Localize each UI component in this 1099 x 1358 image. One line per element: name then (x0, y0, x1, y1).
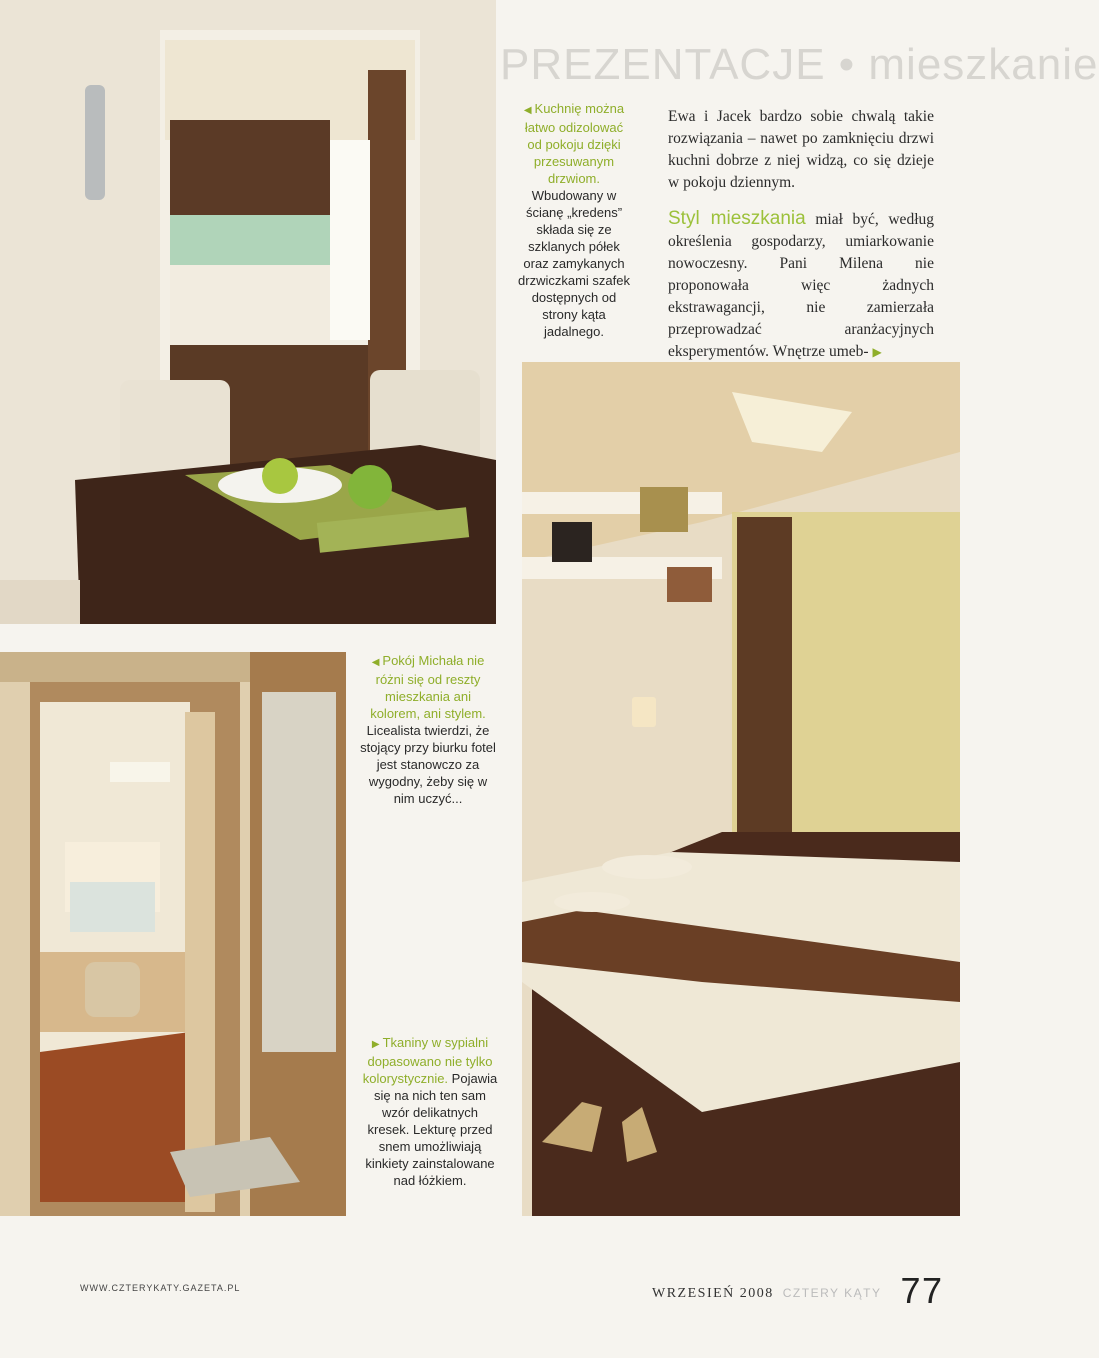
bedroom-caption-text: Pojawia się na nich ten sam wzór delikatnych kresek. Lekturę przed snem umożliwiają kinkiety zainstalowane nad łóżkiem. (365, 1071, 498, 1188)
footer-url: WWW.CZTERYKATY.GAZETA.PL (80, 1283, 241, 1293)
page-number: 77 (900, 1270, 944, 1311)
article-paragraph-2: miał być, według określenia gospodarzy, umiarkowanie nowoczesny. Pani Milena nie proponowała więc żadnych ekstrawagancji, nie zamierzała przeprowadzać aranżacyjnych eksperymentów. Wnętrze umeb- (668, 211, 934, 360)
footer-issue: WRZESIEŃ 2008 (652, 1286, 774, 1301)
triangle-icon: ◀ (371, 657, 380, 668)
kitchen-photo (0, 0, 496, 624)
bedroom-caption-highlight: Tkaniny w sypialni dopasowano nie tylko kolorystycznie. (362, 1035, 493, 1086)
kitchen-caption-highlight: Kuchnię można łatwo odizolować od pokoju dzięki przesuwanym drzwiom. (524, 101, 625, 186)
bedroom-photo (522, 362, 960, 1216)
section-header: PREZENTACJE • mieszkanie (500, 40, 1099, 89)
room-photo (0, 652, 346, 1216)
footer-issue-info (652, 1270, 944, 1312)
room-caption-highlight: Pokój Michała nie różni się od reszty mieszkania ani kolorem, ani stylem. (370, 653, 486, 721)
article-body (668, 106, 934, 363)
article-lead: Styl mieszkania (668, 208, 806, 229)
kitchen-caption (518, 100, 630, 340)
footer-magazine: CZTERY KĄTY (782, 1286, 882, 1300)
room-caption-text: Licealista twierdzi, że stojący przy biurku fotel jest stanowczo za wygodny, żeby się w nim uczyć... (360, 723, 496, 806)
triangle-right-icon: ▶ (872, 345, 882, 359)
triangle-right-icon: ▶ (371, 1039, 380, 1050)
triangle-icon: ◀ (523, 105, 532, 116)
kitchen-caption-text: Wbudowany w ścianę „kredens” składa się ze szklanych półek oraz zamykanych drzwiczkami szafek dostępnych od strony kąta jadalnego. (518, 188, 630, 339)
article-paragraph-1: Ewa i Jacek bardzo sobie chwalą takie rozwiązania – nawet po zamknięciu drzwi kuchni dobrze z niej widzą, co się dzieje w pokoju dziennym. (668, 108, 934, 191)
room-caption (360, 652, 496, 807)
bedroom-caption (362, 1034, 498, 1189)
